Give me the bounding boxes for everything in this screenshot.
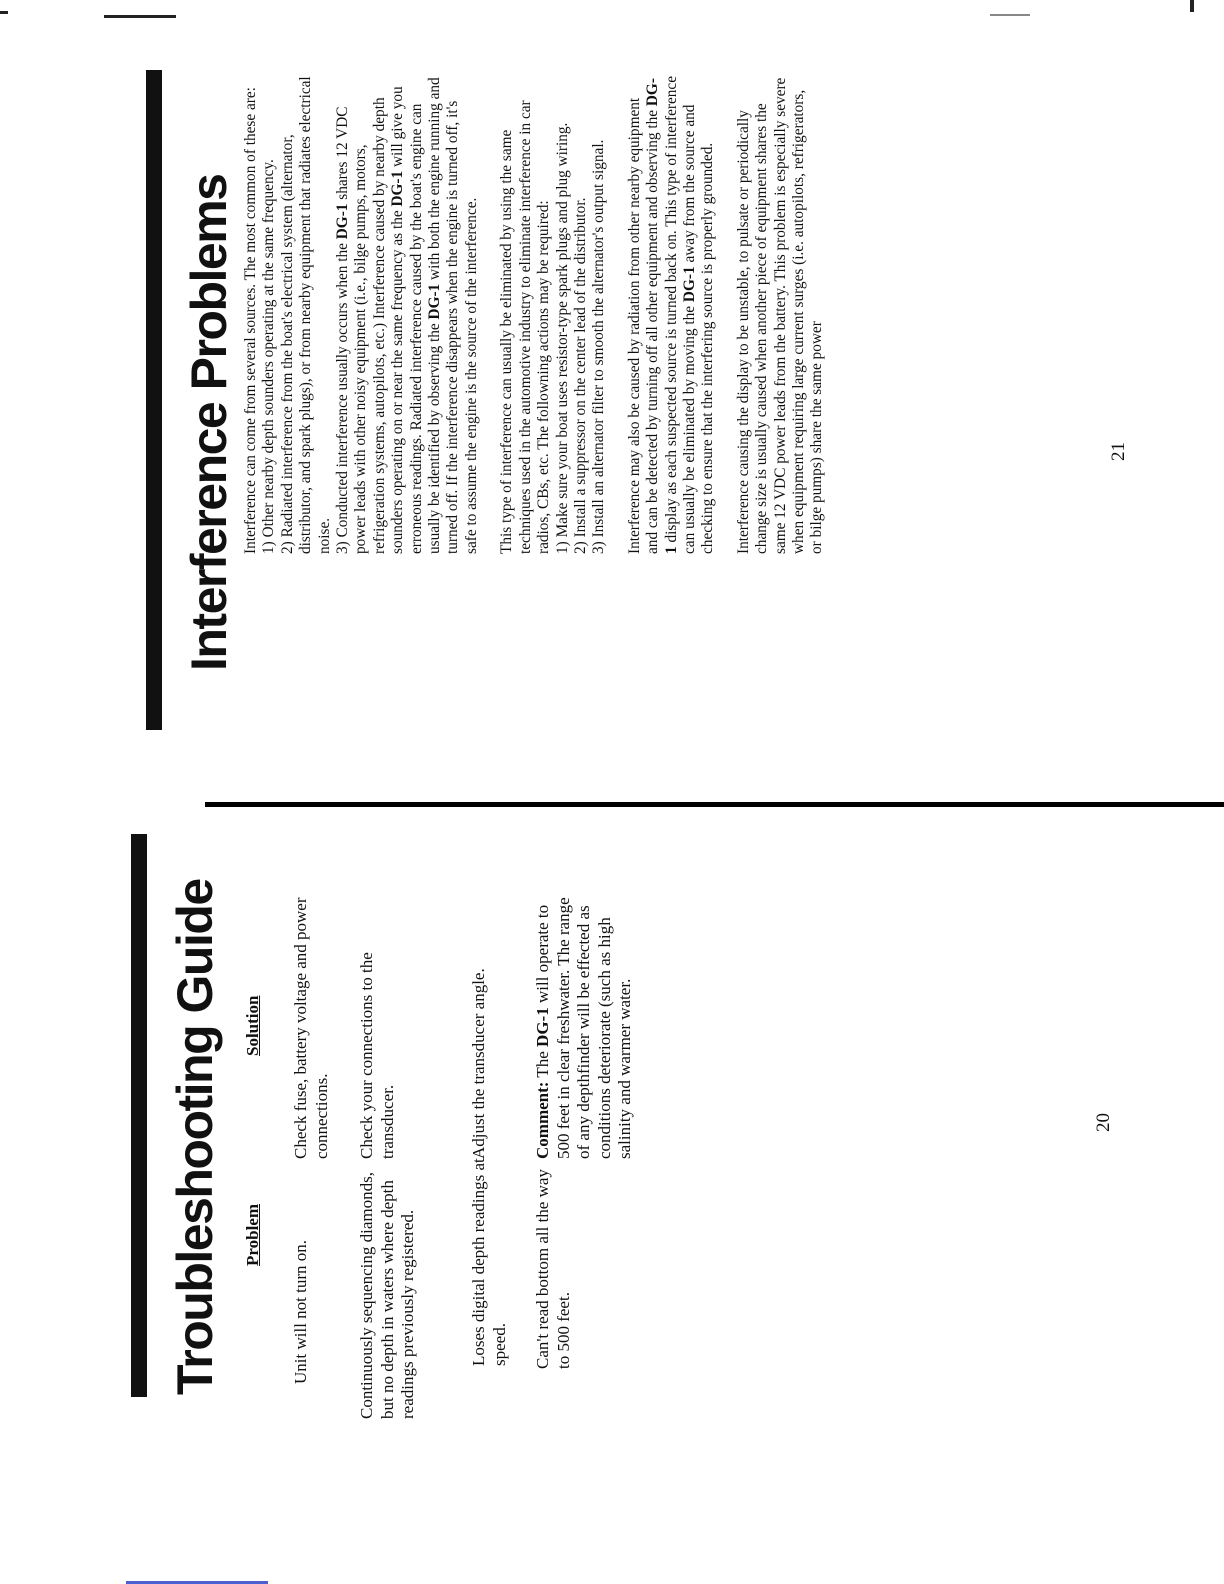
page-number: 20 (1093, 1113, 1114, 1132)
remedy-paragraph: This type of interference can usually be eliminated by using the same techniques used in the automotive industry to eliminate interference in car radios, CBs, etc. The followning actions may be required: (498, 100, 553, 554)
body-text: 3) Conducted interference usually occurs when the (334, 239, 352, 554)
product-name: DG-1 (533, 1007, 552, 1047)
source-item: 2) Radiated interference from the boat's electrical system (alternator, distributor, and spark plugs), or from nearby equipment that radiates electrical noise. (278, 76, 333, 554)
power-paragraph: Interference causing the display to be unstable, to pulsate or periodically change size is usually caused when another piece of equipment shares the same 12 VDC power leads from the battery. This problem is especially severe when equipment requiring large current surges (i.e. autopilots, refrigerators, or bilge pumps) share the same power (734, 77, 826, 554)
action-item: 1) Make sure your boat uses resistor-type spark plugs and plug wiring. (553, 122, 571, 554)
product-name: DG-1 (644, 78, 680, 554)
page-number: 21 (1108, 442, 1129, 461)
action-item: 2) Install a suppressor on the center lead of the distributor. (571, 197, 589, 554)
radiation-paragraph (626, 74, 718, 554)
product-name: DG-1 (334, 203, 352, 240)
heading-bar (131, 834, 147, 1397)
intro-paragraph: Interference can come from several sources. The most common of these are: (242, 87, 259, 554)
product-name: DG-1 (680, 266, 698, 303)
interference-body (242, 74, 827, 554)
solution-cell: Check fuse, battery voltage and power connections. (291, 897, 331, 1159)
page-title: Interference Problems (181, 174, 237, 671)
source-item (334, 74, 481, 554)
body-text: Interference may also be caused by radiation from other nearby equipment and can be detected by turning off all other equipment and observing the (625, 97, 662, 554)
body-text: will give you erroneous readings. Radiated interference caused by the boat's engine can usually be identified by observing the (389, 86, 444, 554)
solution-cell: Adjust the transducer angle. (469, 968, 488, 1159)
product-name: DG-1 (426, 283, 444, 320)
product-name: DG-1 (389, 170, 407, 207)
comment-label: Comment: (533, 1081, 552, 1159)
body-text: shares 12 VDC power leads with other noisy equipment (i.e., bilge pumps, motors, refrigeration systems, autopilots, etc.) Interference caused by nearby depth sounders operating on or near the same frequency as the (334, 97, 407, 554)
body-text: display as each suspected source is turned back on. This type of interference can usually be eliminated by moving the (662, 75, 698, 554)
problem-cell: Unit will not turn on. (291, 1239, 310, 1384)
solution-cell: Check your connections to the transducer. (357, 952, 397, 1159)
solution-text: will operate to 500 feet in clear freshwater. The range of any depthfinder will be effected as conditions deteriorate (such as high salinity and warmer water. (533, 897, 635, 1159)
solution-column-header: Solution (243, 995, 262, 1056)
body-text: with both the engine running and turned off. If the interference disappears when the engine is turned off, it's safe to assume the engine is the source of the interference. (426, 77, 480, 554)
heading-bar (146, 70, 162, 730)
body-text: away from the source and checking to ensure that the interfering source is properly grounded. (680, 104, 717, 554)
troubleshooting-page (0, 794, 1224, 1584)
problem-cell: Continuously sequencing diamonds, but no depth in waters where depth readings previously registered. (357, 1172, 418, 1419)
action-item: 3) Install an alternator filter to smooth the alternator's output signal. (590, 139, 608, 554)
problem-column-header: Problem (243, 1203, 262, 1266)
solution-cell (533, 893, 636, 1159)
problem-cell: Loses digital depth readings at speed. (469, 1158, 509, 1366)
page-title: Troubleshooting Guide (167, 879, 223, 1395)
solution-text: The (533, 1046, 552, 1082)
source-item: 1) Other nearby depth sounders operating at the same frequency. (260, 159, 278, 554)
problem-cell: Can't read bottom all the way to 500 feet. (533, 1169, 573, 1369)
